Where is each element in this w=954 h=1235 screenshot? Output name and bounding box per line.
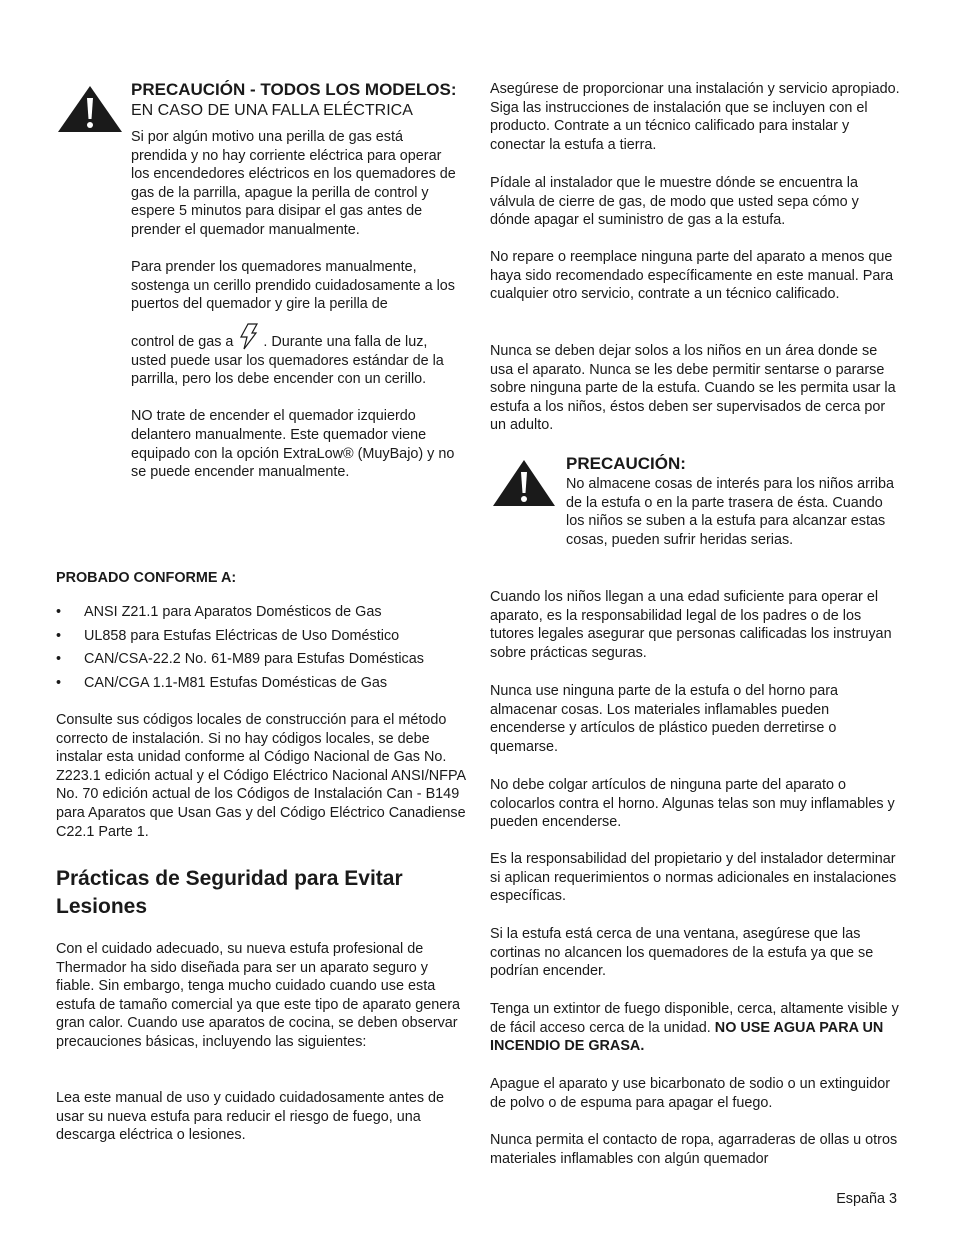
caution-children — [566, 454, 902, 549]
bullet: • — [56, 651, 62, 667]
list-item: • ANSI Z21.1 para Aparatos Domésticos de Gas — [56, 604, 382, 620]
valve-paragraph: Pídale al instalador que le muestre dónde se encuentra la válvula de cierre de gas, de modo que usted sepa cómo y dónde apagar el suministro de gas a la estufa. — [490, 175, 859, 229]
tested-list — [56, 603, 466, 697]
repair-paragraph: No repare o reemplace ninguna parte del aparato a menos que haya sido recomendado específicamente en este manual. Para cualquier otro servicio, contrate a un técnico calificado. — [490, 249, 894, 303]
storage-paragraph: Nunca use ninguna parte de la estufa o del horno para almacenar cosas. Los materiales inflamables pueden encenderse y artículos de plástico pueden derretirse o quemarse. — [490, 683, 839, 755]
caution-all-models — [131, 80, 461, 482]
hang-paragraph: No debe colgar artículos de ninguna parte del aparato o colocarlos contra el horno. Algunas telas son muy inflamables y pueden encenderse. — [490, 777, 895, 831]
caution-title: PRECAUCIÓN: — [566, 454, 686, 473]
bullet: • — [56, 674, 62, 691]
caution-all-para2b: control de gas a — [131, 333, 234, 350]
age-paragraph: Cuando los niños llegan a una edad suficiente para operar el aparato, es la responsabilidad legal de los padres o de los tutores legales asegurar que personas calificadas los instruyan sobre prácticas seguras. — [490, 589, 892, 661]
read-manual-paragraph: Lea este manual de uso y cuidado cuidadosamente antes de usar su nueva estufa para reducir el riesgo de fuego, una descarga eléctrica o lesiones. — [56, 1090, 445, 1144]
warning-triangle-icon — [56, 84, 124, 134]
bullet: • — [56, 604, 62, 620]
list-item: • UL858 para Estufas Eléctricas de Uso Doméstico — [56, 627, 400, 644]
install-paragraph: Asegúrese de proporcionar una instalación y servicio apropiado. Siga las instrucciones de instalación que se incluyen con el producto. Contrate a un técnico calificado para instalar y conectar la estufa a tierra. — [490, 81, 900, 153]
caution-all-para2a: Para prender los quemadores manualmente, sostenga un cerillo prendido cuidadosamente a los puertos del quemador y gire la perilla de — [131, 259, 456, 313]
extinguisher-paragraph: Tenga un extintor de fuego disponible, cerca, altamente visible y de fácil acceso cerca de la unidad. NO USE AGUA PARA UN INCENDIO DE GRASA. — [490, 1001, 899, 1055]
section-title: Prácticas de Seguridad para Evitar Lesiones — [56, 867, 403, 918]
soda-paragraph: Apague el aparato y use bicarbonato de sodio o un extinguidor de polvo o de espuma para apagar el fuego. — [490, 1076, 891, 1111]
window-paragraph: Si la estufa está cerca de una ventana, asegúrese que las cortinas no alcancen los quemadores de la estufa ya que se podrían encender. — [490, 926, 874, 980]
caution-text: No almacene cosas de interés para los niños arriba de la estufa o en la parte trasera de ésta. Cuando los niños se suben a la estufa para alcanzar estas cosas, pueden sufrir heridas serias. — [566, 476, 894, 548]
extinguisher-warning-bold: NO USE AGUA PARA UN INCENDIO DE GRASA. — [490, 1019, 884, 1055]
intro-paragraph: Con el cuidado adecuado, su nueva estufa profesional de Thermador ha sido diseñada para ser un aparato seguro y fiable. Sin embargo, tenga mucho cuidado cuando use esta estufa de tamaño comercial ya que este tipo de aparato genera gran calor. Cuando use aparatos de cocina, se deben observar precauciones básicas, incluyendo las siguientes: — [56, 941, 460, 1050]
tested-label: PROBADO CONFORME A: — [56, 570, 237, 586]
caution-all-subtitle: EN CASO DE UNA FALLA ELÉCTRICA — [131, 102, 413, 119]
page-number: España 3 — [836, 1191, 897, 1207]
children-paragraph: Nunca se deben dejar solos a los niños en un área donde se usa el aparato. Nunca se les debe permitir sentarse o pararse sobre ninguna parte de la estufa. Cuando se les permita usar la estufa a los niños, éstos deben ser supervisados de cerca por un adulto. — [490, 343, 896, 434]
caution-all-para2 — [131, 322, 461, 389]
owner-paragraph: Es la responsabilidad del propietario y del instalador determinar si aplican requerimientos o normas adicionales en instalaciones específicas. — [490, 851, 897, 905]
caution-all-para1: Si por algún motivo una perilla de gas está prendida y no hay corriente eléctrica para operar los encendedores eléctricos en los quemadores de gas de la parrilla, apague la perilla de control y espere 5 minutos para disipar el gas antes de prender el quemador manualmente. — [131, 129, 456, 238]
gas-flame-knob-icon — [237, 322, 259, 350]
contact-paragraph: Nunca permita el contacto de ropa, agarraderas de ollas u otros materiales inflamables con algún quemador — [490, 1132, 898, 1167]
caution-all-title: PRECAUCIÓN - TODOS LOS MODELOS: — [131, 80, 457, 99]
warning-triangle-icon — [491, 458, 557, 508]
list-item: • CAN/CGA 1.1-M81 Estufas Domésticas de Gas — [56, 674, 388, 691]
caution-all-para3: NO trate de encender el quemador izquierdo delantero manualmente. Este quemador viene equipado con la opción ExtraLow® (MuyBajo) y no se puede encender manualmente. — [131, 408, 455, 481]
codes-paragraph: Consulte sus códigos locales de construcción para el método correcto de instalación. Si no hay códigos locales, se debe instalar esta unidad conforme al Código Nacional de Gas No. Z223.1 edición actual y el Código Eléctrico Nacional ANSI/NFPA No. 70 edición actual de los Códigos de Instalación Can - B149 para Aparatos que Usan Gas y del Código Eléctrico Canadiense C22.1 Parte 1. — [56, 712, 466, 840]
bullet: • — [56, 627, 62, 644]
list-item: • CAN/CSA-22.2 No. 61-M89 para Estufas Domésticas — [56, 651, 424, 667]
caution-all-para2c: . Durante una falla de luz, usted puede usar los quemadores estándar de la parrilla, pero los debe encender con un cerillo. — [131, 333, 444, 388]
